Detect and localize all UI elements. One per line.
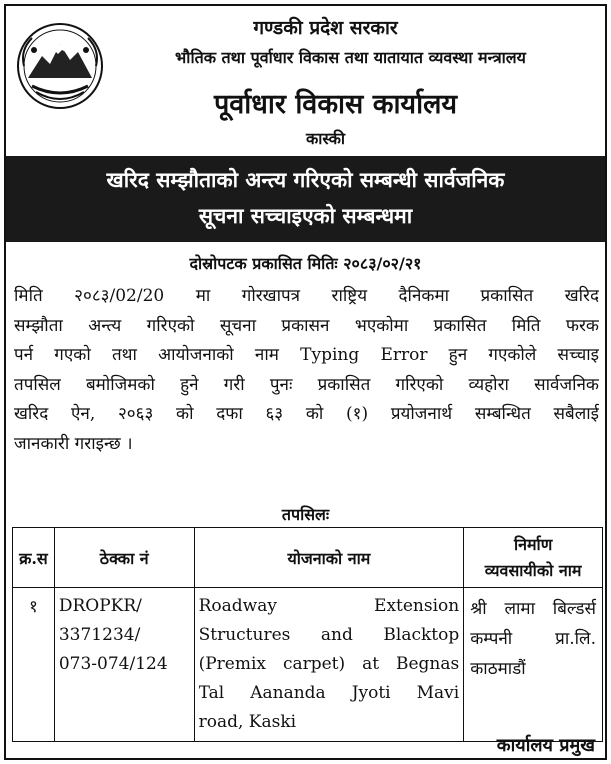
header-builder-name — [464, 528, 603, 588]
ministry-name: भौतिक तथा पूर्वाधार विकास तथा यातायात व्यवस्था मन्त्रालय — [175, 48, 526, 67]
cell-builder-name — [464, 588, 603, 742]
body-line: जानकारी गराइन्छ । — [14, 433, 133, 454]
project-line: Roadway Extension — [198, 596, 460, 616]
body-line: तपसिल बमोजिमको हुने गरी पुनः प्रकासित गरिएको व्यहोरा सार्वजनिक — [14, 374, 599, 395]
signature-office-chief: कार्यालय प्रमुख — [496, 735, 595, 756]
contract-line: DROPKR/ — [58, 596, 142, 616]
header-sn: क्र.स — [13, 528, 55, 588]
header-project-name: योजनाको नाम — [194, 528, 464, 588]
cell-sn: १ — [13, 588, 55, 742]
project-line: Structures and Blacktop — [198, 625, 460, 645]
government-name: गण्डकी प्रदेश सरकार — [253, 17, 398, 39]
body-line: पर्न गएको तथा आयोजनाको नाम Typing Error हुन गएकोले सच्चाइ — [14, 345, 599, 365]
publish-date: दोस्रोपटक प्रकासित मितिः २०८३/०२/२१ — [189, 254, 422, 273]
contract-line: 3371234/ — [58, 625, 141, 645]
cell-contract-no — [54, 588, 194, 742]
header-builder-line-2: व्यवसायीको नाम — [484, 560, 582, 580]
project-line: (Premix carpet) at Begnas — [198, 654, 460, 674]
builder-line: श्री लामा बिल्डर्स — [470, 599, 596, 619]
builder-line: काठमाडौं — [470, 659, 526, 679]
header-contract-no: ठेक्का नं — [54, 528, 194, 588]
district-name: कास्की — [305, 129, 346, 148]
notice-body — [14, 282, 599, 459]
body-line: खरिद ऐन, २०६३ को दफा ६३ को (१) प्रयोजनार्थ सम्बन्धित सबैलाई — [14, 404, 599, 424]
project-line: Tal Aananda Jyoti Mavi — [198, 683, 460, 703]
notice-title-banner — [6, 156, 605, 242]
notice-title-line-1: खरिद सम्झौताको अन्त्य गरिएको सम्बन्धी सार्वजनिक — [106, 167, 505, 192]
body-line: सम्झौता अन्त्य गरिएको सूचना प्रकासन भएकोमा प्रकासित मिति फरक — [14, 315, 599, 336]
project-line: road, Kaski — [198, 712, 297, 732]
notice-document — [4, 4, 607, 760]
builder-line: कम्पनी प्रा.लि. — [470, 629, 596, 649]
details-table — [12, 527, 603, 742]
notice-title-line-2: सूचना सच्चाइएको सम्बन्धमा — [198, 203, 413, 228]
table-header-row — [13, 528, 603, 588]
table-row — [13, 588, 603, 742]
header-builder-line-1: निर्माण — [513, 534, 553, 554]
cell-project-name — [194, 588, 464, 742]
contract-line: 073-074/124 — [58, 654, 168, 674]
office-name: पूर्वाधार विकास कार्यालय — [213, 89, 458, 120]
body-line: मिति २०८३/02/20 मा गोरखापत्र राष्ट्रिय दैनिकमा प्रकासित खरिद — [14, 286, 599, 306]
details-heading: तपसिलः — [281, 505, 330, 524]
notice-header — [6, 6, 605, 154]
